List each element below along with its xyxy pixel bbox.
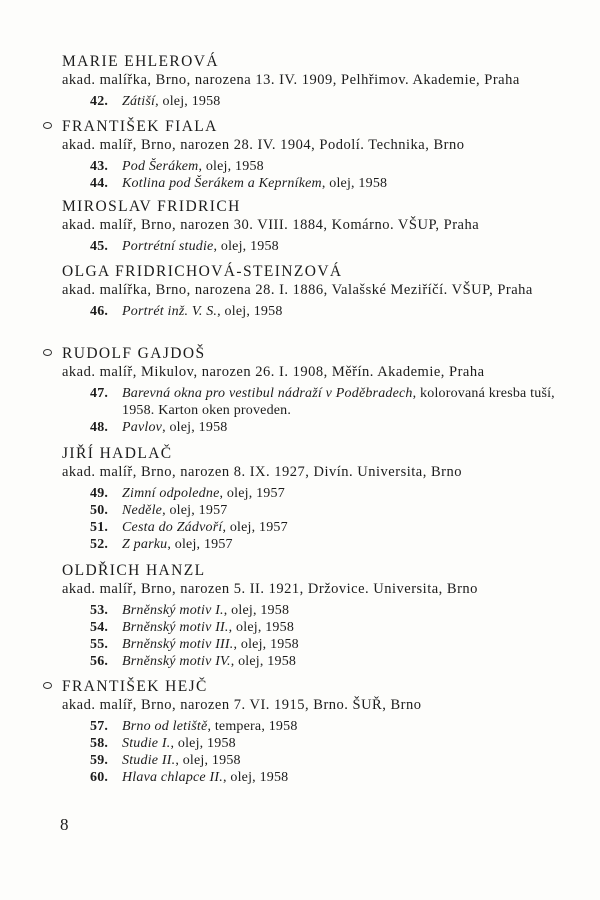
work-details: , kolorovaná kresba tuší, 1958. Karton oken proveden.: [122, 386, 555, 418]
work-number: 53.: [90, 603, 109, 618]
work-number: 56.: [90, 654, 109, 669]
artist-name: RUDOLF GAJDOŠ: [62, 345, 206, 362]
work-number: 51.: [90, 520, 109, 535]
work-number: 52.: [90, 537, 109, 552]
work-number: 55.: [90, 637, 109, 652]
artist-entry: [62, 263, 562, 320]
work-item: [62, 93, 562, 110]
work-item: [62, 175, 562, 192]
work-details: , olej, 1957: [167, 537, 233, 552]
work-details: , olej, 1958: [155, 94, 221, 109]
work-item: [62, 519, 562, 536]
artist-info: akad. malíř, Brno, narozen 5. II. 1921, Držovice. Universita, Brno: [62, 581, 478, 597]
works-list: [62, 485, 562, 553]
work-details: , olej, 1958: [223, 603, 290, 618]
work-item: [62, 158, 562, 175]
work-title: Portrét inž. V. S.: [122, 304, 218, 319]
work-item: [62, 718, 562, 735]
works-list: [62, 602, 562, 670]
artist-name: FRANTIŠEK HEJČ: [62, 678, 208, 695]
work-item: [62, 752, 562, 769]
artist-entry: [62, 53, 562, 110]
work-details: , olej, 1958: [198, 159, 264, 174]
work-number: 49.: [90, 486, 109, 501]
artist-name: JIŘÍ HADLAČ: [62, 445, 173, 462]
work-number: 59.: [90, 753, 109, 768]
artist-name: MARIE EHLEROVÁ: [62, 53, 219, 70]
work-title: Brněnský motiv IV.: [122, 654, 231, 669]
circle-marker-icon: [43, 349, 52, 356]
work-number: 47.: [90, 386, 109, 401]
work-details: , olej, 1958: [228, 620, 295, 635]
work-details: , tempera, 1958: [207, 719, 298, 734]
work-number: 43.: [90, 159, 109, 174]
artist-entry: [62, 562, 562, 670]
work-title: Brněnský motiv I.: [122, 603, 224, 618]
circle-marker-icon: [43, 682, 52, 689]
circle-marker-icon: [43, 122, 52, 129]
artist-entry: [62, 345, 562, 436]
work-title: Cesta do Zádvoří: [122, 520, 223, 535]
page-number: 8: [60, 815, 69, 834]
artist-info: akad. malíř, Mikulov, narozen 26. I. 1908, Měřín. Akademie, Praha: [62, 364, 485, 380]
works-list: [62, 385, 562, 436]
work-item: [62, 653, 562, 670]
work-item: [62, 238, 562, 255]
work-title: Studie II.: [122, 753, 176, 768]
work-title: Hlava chlapce II.: [122, 770, 223, 785]
work-title: Pod Šerákem: [122, 159, 199, 174]
work-details: , olej, 1958: [233, 637, 299, 652]
artist-entry: [62, 198, 562, 255]
work-item: [62, 485, 562, 502]
artist-name: OLDŘICH HANZL: [62, 562, 206, 579]
work-item: [62, 419, 562, 436]
work-number: 44.: [90, 176, 109, 191]
work-number: 46.: [90, 304, 109, 319]
works-list: [62, 718, 562, 786]
work-item: [62, 735, 562, 752]
work-title: Barevná okna pro vestibul nádraží v Poděbradech: [122, 386, 413, 401]
work-item: [62, 636, 562, 653]
artist-info: akad. malíř, Brno, narozen 8. IX. 1927, Divín. Universita, Brno: [62, 464, 462, 480]
artist-name: OLGA FRIDRICHOVÁ-STEINZOVÁ: [62, 263, 343, 280]
work-item: [62, 602, 562, 619]
works-list: [62, 303, 562, 320]
work-item: [62, 769, 562, 786]
work-number: 50.: [90, 503, 109, 518]
work-item: [62, 385, 562, 419]
artist-info: akad. malíř, Brno, narozen 28. IV. 1904, Podolí. Technika, Brno: [62, 137, 465, 153]
works-list: [62, 158, 562, 192]
work-title: Portrétní studie: [122, 239, 214, 254]
artist-entry: [62, 445, 562, 553]
work-details: , olej, 1958: [230, 654, 297, 669]
work-details: , olej, 1957: [219, 486, 285, 501]
artist-name: MIROSLAV FRIDRICH: [62, 198, 241, 215]
work-title: Z parku: [122, 537, 168, 552]
work-details: , olej, 1957: [222, 520, 288, 535]
work-title: Zátiší: [122, 94, 156, 109]
artist-name: FRANTIŠEK FIALA: [62, 118, 218, 135]
work-item: [62, 619, 562, 636]
work-details: , olej, 1958: [321, 176, 388, 191]
work-number: 57.: [90, 719, 109, 734]
work-number: 48.: [90, 420, 109, 435]
work-title: Kotlina pod Šerákem a Keprníkem: [122, 176, 322, 191]
works-list: [62, 238, 562, 255]
work-title: Neděle: [122, 503, 163, 518]
work-number: 60.: [90, 770, 109, 785]
work-details: , olej, 1958: [213, 239, 279, 254]
work-title: Studie I.: [122, 736, 171, 751]
work-details: , olej, 1957: [162, 503, 228, 518]
work-title: Brněnský motiv III.: [122, 637, 234, 652]
artist-info: akad. malíř, Brno, narozen 7. VI. 1915, Brno. ŠUŘ, Brno: [62, 697, 422, 713]
work-item: [62, 536, 562, 553]
work-details: , olej, 1958: [217, 304, 283, 319]
work-number: 58.: [90, 736, 109, 751]
work-details: , olej, 1958: [175, 753, 241, 768]
work-title: Brno od letiště: [122, 719, 208, 734]
work-title: Zimní odpoledne: [122, 486, 220, 501]
work-title: Pavlov: [122, 420, 163, 435]
work-details: , olej, 1958: [162, 420, 228, 435]
work-number: 45.: [90, 239, 109, 254]
work-item: [62, 303, 562, 320]
artist-entry: [62, 678, 562, 786]
artist-info: akad. malíř, Brno, narozen 30. VIII. 1884, Komárno. VŠUP, Praha: [62, 217, 480, 233]
artist-info: akad. malířka, Brno, narozena 13. IV. 1909, Pelhřimov. Akademie, Praha: [62, 72, 520, 88]
work-details: , olej, 1958: [170, 736, 236, 751]
work-title: Brněnský motiv II.: [122, 620, 229, 635]
artist-info: akad. malířka, Brno, narozena 28. I. 1886, Valašské Meziříčí. VŠUP, Praha: [62, 282, 533, 298]
work-details: , olej, 1958: [222, 770, 289, 785]
works-list: [62, 93, 562, 110]
work-item: [62, 502, 562, 519]
artist-entry: [62, 118, 562, 192]
work-number: 54.: [90, 620, 109, 635]
work-number: 42.: [90, 94, 109, 109]
